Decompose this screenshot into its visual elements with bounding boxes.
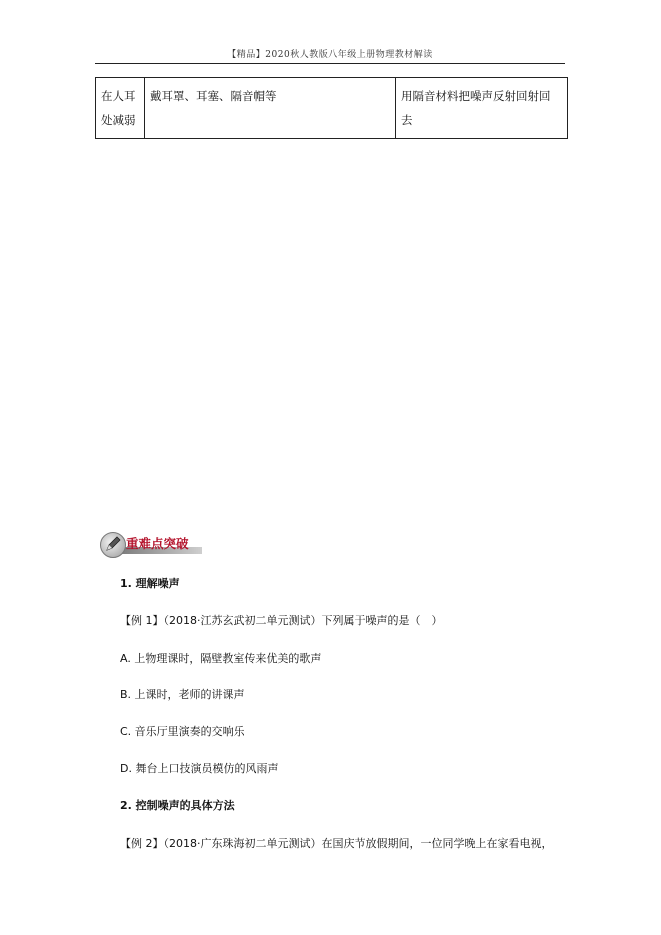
subsection-heading-2: 2. 控制噪声的具体方法 bbox=[120, 799, 235, 812]
option-b: B. 上课时，老师的讲课声 bbox=[120, 688, 245, 701]
noise-control-table bbox=[95, 77, 568, 139]
cell-line: 用隔音材料把噪声反射回射回 bbox=[401, 89, 551, 103]
page-header: 【精品】2020秋人教版八年级上册物理教材解读 bbox=[227, 50, 433, 60]
example-2: 【例 2】（2018·广东珠海初二单元测试）在国庆节放假期间，一位同学晚上在家看电视， bbox=[120, 837, 553, 850]
option-d: D. 舞台上口技演员模仿的风雨声 bbox=[120, 762, 279, 775]
subsection-heading-1: 1. 理解噪声 bbox=[120, 577, 180, 590]
example-1: 【例 1】（2018·江苏玄武初二单元测试）下列属于噪声的是（ ） bbox=[120, 614, 443, 627]
table-cell-location bbox=[96, 78, 145, 139]
section-banner bbox=[100, 532, 210, 560]
cell-line: 去 bbox=[401, 113, 413, 127]
table-row bbox=[96, 78, 568, 139]
pencil-icon bbox=[100, 532, 126, 558]
cell-line: 戴耳罩、耳塞、隔音帽等 bbox=[150, 89, 277, 103]
option-a: A. 上物理课时，隔壁教室传来优美的歌声 bbox=[120, 652, 322, 665]
header-rule bbox=[95, 63, 565, 64]
section-title: 重难点突破 bbox=[126, 536, 189, 551]
table-cell-examples bbox=[145, 78, 396, 139]
cell-line: 在人耳 bbox=[101, 89, 136, 103]
table-cell-method bbox=[396, 78, 568, 139]
cell-line: 处减弱 bbox=[101, 113, 136, 127]
option-c: C. 音乐厅里演奏的交响乐 bbox=[120, 725, 245, 738]
